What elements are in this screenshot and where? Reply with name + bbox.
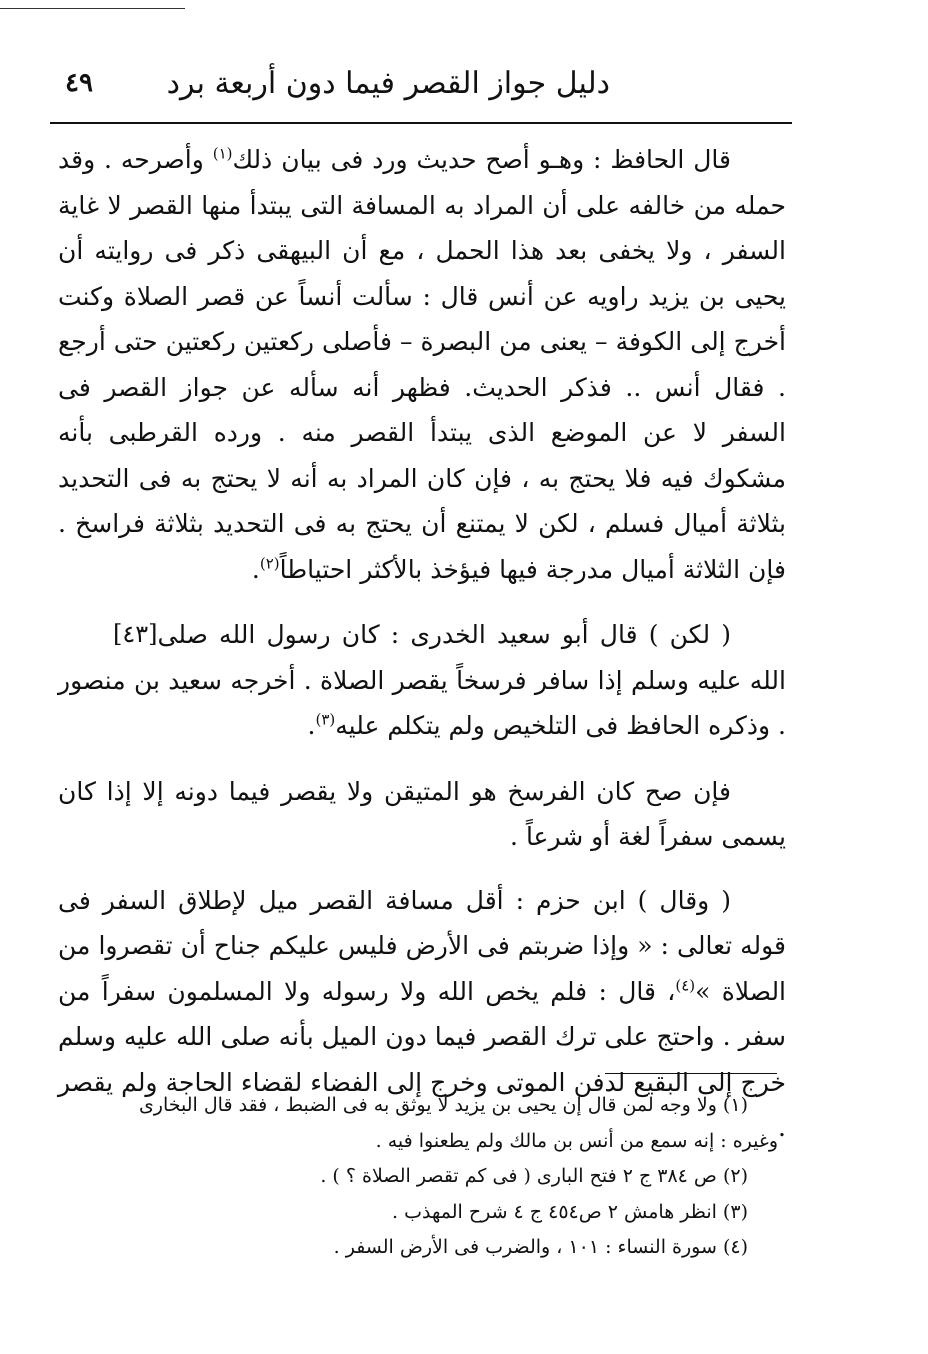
paragraph-1-end: .	[251, 554, 260, 584]
paragraph-4-text-a: ( وقال ) ابن حزم : أقل مسافة القصر ميل لإطلاق السفر فى قوله تعالى : « وإذا ضربتم فى الأرض فليس عليكم جناح أن تقصروا من الصلاة »	[58, 885, 787, 1006]
paragraph-1-text-b: وأصرحه . وقد حمله من خالفه على أن المراد به المسافة التى يبتدأ منها القصر لا غاية السفر ، ولا يخفى بعد هذا الحمل ، مع أن البيهقى ذكر فى روايته أن يحيى بن يزيد راويه عن أنس قال : سألت أنساً عن قصر الصلاة وكنت أخرج إلى الكوفة – يعنى من البصرة – فأصلى ركعتين ركعتين حتى أرجع . فقال أنس .. فذكر الحديث. فظهر أنه سأله عن جواز القصر فى السفر لا عن الموضع الذى يبتدأ القصر منه . ورده القرطبى بأنه مشكوك فيه فلا يحتج به ، فإن كان المراد به أنه لا يحتج به فى التحديد بثلاثة أميال فسلم ، لكن لا يمتنع أن يحتج به فى التحديد بثلاثة فراسخ . فإن الثلاثة أميال مدرجة فيها فيؤخذ بالأكثر احتياطاً	[58, 145, 786, 584]
paragraph-2-text-a: ( لكن ) قال أبو سعيد الخدرى : كان رسول الله صلى الله عليه وسلم إذا سافر فرسخاً يقصر الصلاة . أخرجه سعيد بن منصور . وذكره الحافظ فى التلخيص ولم يتكلم عليه	[58, 620, 786, 740]
footnote-4: (٤) سورة النساء : ١٠١ ، والضرب فى الأرض السفر .	[333, 1236, 748, 1258]
footnotes	[50, 1088, 778, 1266]
paragraph-3: فإن صح كان الفرسخ هو المتيقن ولا يقصر فيما دونه إلا إذا كان يسمى سفراً لغة أو شرعاً .	[58, 776, 786, 851]
footnote-1: (١) ولا وجه لمن قال إن يحيى بن يزيد لا يوثق به فى الضبط ، فقد قال البخارى	[138, 1094, 748, 1116]
paragraph-2	[58, 612, 786, 749]
footnote-3: (٣) انظر هامش ٢ ص٤٥٤ ج ٤ شرح المهذب .	[392, 1200, 748, 1223]
page-header	[55, 62, 790, 122]
page-marker: [٤٣]	[113, 620, 158, 648]
paragraph-2-text-b: .	[307, 711, 316, 740]
paragraph-1-text-a: قال الحافظ : وهـو أصح حديث ورد فى بيان ذلك	[232, 145, 731, 174]
top-corner-rule	[0, 8, 185, 9]
footnote-ref-2: (٢)	[259, 554, 280, 573]
footnote-1-continued: وغيره : إنه سمع من أنس بن مالك ولم يطعنوا فيه .	[375, 1129, 778, 1152]
paragraph-1	[58, 137, 786, 592]
footnote-ref-1: (١)	[212, 144, 233, 163]
footnote-2: (٢) ص ٣٨٤ ج ٢ فتح البارى ( فى كم تقصر الصلاة ؟ ) .	[320, 1165, 748, 1187]
page-number: ٤٩	[65, 68, 93, 98]
paragraph-4-text-b: ، قال : فلم يخص الله ولا رسوله ولا المسلمون سفراً من سفر . واحتج على ترك القصر فيما دون الميل بأنه صلى الله عليه وسلم خرج إلى البقيع لدفن الموتى وخرج إلى الفضاء لقضاء الحاجة ولم يقصر .	[58, 976, 786, 1142]
header-rule	[50, 122, 792, 124]
running-title: دليل جواز القصر فيما دون أربعة برد	[166, 66, 610, 101]
main-text	[58, 137, 786, 1151]
footnote-ref-3: (٣)	[315, 710, 336, 729]
footnote-rule	[605, 1073, 777, 1074]
footnote-ref-4: (٤)	[675, 976, 696, 995]
